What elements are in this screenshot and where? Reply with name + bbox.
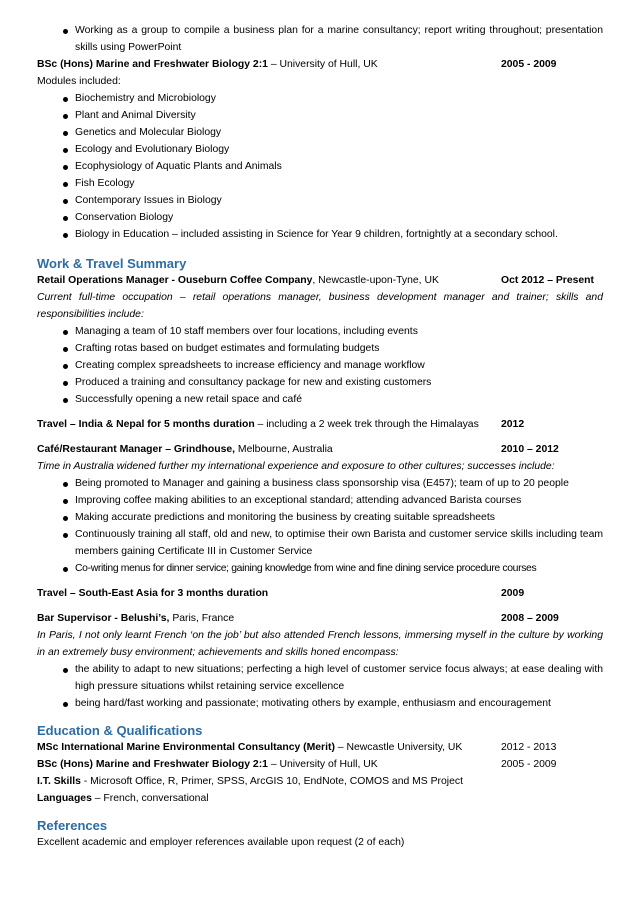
it-skills-line: [37, 773, 603, 790]
dates: 2008 – 2009: [501, 613, 559, 624]
job-location: Paris, France: [169, 613, 235, 624]
institution: – University of Hull, UK: [267, 759, 378, 770]
list-item: being hard/fast working and passionate; motivating others by example, enthusiasm and encouragement: [37, 695, 603, 712]
travel-title: Travel – South-East Asia for 3 months duration: [37, 588, 269, 599]
list-item: Ecophysiology of Aquatic Plants and Animals: [37, 158, 603, 175]
institution: – Newcastle University, UK: [334, 742, 463, 753]
bar-bullets: [37, 661, 603, 712]
section-heading-work: Work & Travel Summary: [37, 256, 187, 271]
dates: 2012 - 2013: [501, 742, 557, 753]
list-item: Continuously training all staff, old and new, to optimise their own Barista and customer service skills including team members gaining Certificate III in Customer Service: [37, 526, 603, 560]
languages-label: Languages: [37, 793, 92, 804]
job-retail: [37, 272, 603, 289]
modules-list: [37, 90, 603, 243]
section-heading-education: Education & Qualifications: [37, 723, 203, 738]
job-location: Melbourne, Australia: [235, 444, 333, 455]
job-bar: [37, 610, 603, 627]
job-title: Bar Supervisor - Belushi’s,: [37, 613, 170, 624]
job-title: Retail Operations Manager - Ouseburn Coffee Company: [37, 275, 313, 286]
travel-title: Travel – India & Nepal for 5 months duration: [37, 419, 255, 430]
list-item: Co-writing menus for dinner service; gaining knowledge from wine and fine dining service procedure courses: [37, 560, 603, 577]
list-item: Improving coffee making abilities to an exceptional standard; attending advanced Barista courses: [37, 492, 603, 509]
section-heading-references: References: [37, 818, 108, 833]
job-description: In Paris, I not only learnt French ‘on the job’ but also attended French lessons, immersing myself in the culture by working in an extremely busy environment; achievements and skills honed encompass:: [37, 630, 603, 658]
job-description: Current full-time occupation – retail operations manager, business development manager and trainer; skills and responsibilities include:: [37, 292, 603, 320]
modules-label: Modules included:: [37, 76, 121, 87]
list-item: Working as a group to compile a business plan for a marine consultancy; report writing throughout; presentation skills using PowerPoint: [37, 22, 603, 56]
list-item: the ability to adapt to new situations; perfecting a high level of customer service focus always; at ease dealing with high pressure situations whilst retaining service excellence: [37, 661, 603, 695]
bsc-entry: [37, 756, 603, 773]
retail-bullets: [37, 323, 603, 408]
bsc-entry-top: [37, 56, 603, 73]
degree-title: BSc (Hons) Marine and Freshwater Biology 2:1: [37, 59, 268, 70]
list-item: Biology in Education – included assisting in Science for Year 9 children, fortnightly at a secondary school.: [37, 226, 603, 243]
list-item: Genetics and Molecular Biology: [37, 124, 603, 141]
list-item: Crafting rotas based on budget estimates and formulating budgets: [37, 340, 603, 357]
list-item: Plant and Animal Diversity: [37, 107, 603, 124]
list-item: Being promoted to Manager and gaining a business class sponsorship visa (E457); team of up to 20 people: [37, 475, 603, 492]
job-title: Café/Restaurant Manager – Grindhouse,: [37, 444, 236, 455]
list-item: Produced a training and consultancy package for new and existing customers: [37, 374, 603, 391]
top-bullet-list: [37, 22, 603, 56]
list-item: Conservation Biology: [37, 209, 603, 226]
list-item: Biochemistry and Microbiology: [37, 90, 603, 107]
list-item: Successfully opening a new retail space and café: [37, 391, 603, 408]
msc-entry: [37, 739, 603, 756]
cafe-bullets: [37, 475, 603, 577]
degree-title: BSc (Hons) Marine and Freshwater Biology 2:1: [37, 759, 268, 770]
job-location: , Newcastle-upon-Tyne, UK: [312, 275, 439, 286]
list-item: Fish Ecology: [37, 175, 603, 192]
it-skills-value: - Microsoft Office, R, Primer, SPSS, ArcGIS 10, EndNote, COMOS and MS Project: [80, 776, 463, 787]
languages-value: – French, conversational: [91, 793, 209, 804]
degree-title: MSc International Marine Environmental Consultancy (Merit): [37, 742, 335, 753]
travel-india: [37, 416, 603, 433]
dates: 2010 – 2012: [501, 444, 559, 455]
institution: – University of Hull, UK: [267, 59, 378, 70]
it-skills-label: I.T. Skills: [37, 776, 81, 787]
list-item: Contemporary Issues in Biology: [37, 192, 603, 209]
list-item: Ecology and Evolutionary Biology: [37, 141, 603, 158]
languages-line: [37, 790, 603, 807]
dates: Oct 2012 – Present: [501, 275, 594, 286]
dates: 2005 - 2009: [501, 59, 557, 70]
list-item: Creating complex spreadsheets to increase efficiency and manage workflow: [37, 357, 603, 374]
cv-page: [37, 22, 603, 851]
list-item: Making accurate predictions and monitoring the business by creating suitable spreadsheets: [37, 509, 603, 526]
job-description: Time in Australia widened further my international experience and exposure to other cultures; successes include:: [37, 461, 555, 472]
dates: 2009: [501, 588, 525, 599]
job-cafe: [37, 441, 603, 458]
travel-asia: [37, 585, 603, 602]
travel-description: – including a 2 week trek through the Himalayas: [254, 419, 479, 430]
list-item: Managing a team of 10 staff members over four locations, including events: [37, 323, 603, 340]
dates: 2005 - 2009: [501, 759, 557, 770]
references-text: Excellent academic and employer references available upon request (2 of each): [37, 837, 405, 848]
dates: 2012: [501, 419, 525, 430]
